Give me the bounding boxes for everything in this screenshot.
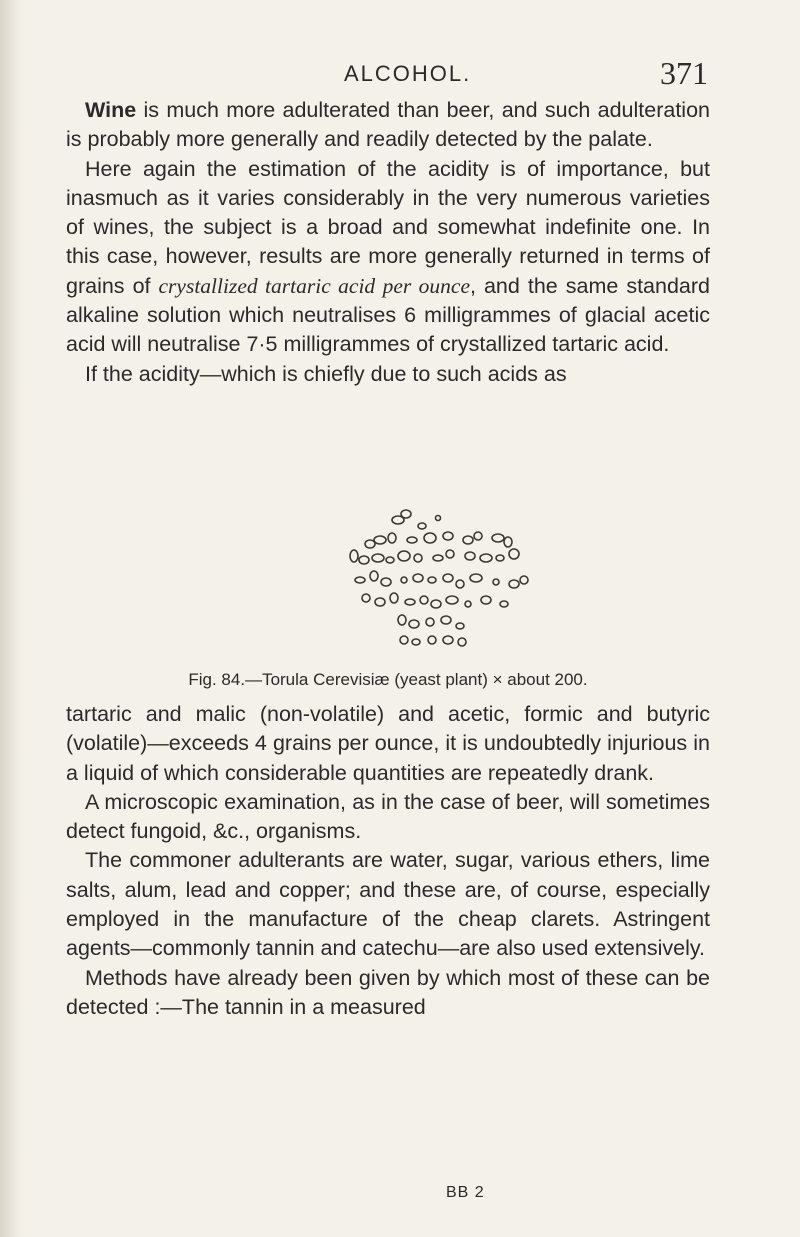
paragraph-text: , and the same standard alkaline solution which neutralises 6 milligrammes of glacial acetic acid will neutralise 7·5 milligrammes of crystallized tartaric acid. xyxy=(66,273,710,357)
italic-phrase: crystallized tartaric acid per ounce xyxy=(158,273,470,298)
signature-mark: BB 2 xyxy=(446,1184,485,1201)
lead-word: Wine xyxy=(85,98,137,122)
paragraph-wine xyxy=(66,96,710,155)
page-header xyxy=(0,55,800,95)
text-block-top xyxy=(66,96,710,389)
paragraph-adulterants: The commoner adulterants are water, sugar, various ethers, lime salts, alum, lead and copper; and these are, of course, especially employed in the manufacture of the cheap clarets. Astringent agents—commonly tannin and catechu—are also used extensively. xyxy=(66,848,710,961)
paragraph-if-acidity xyxy=(66,360,710,389)
paragraph-methods: Methods have already been given by which most of these can be detected :—The tannin in a measured xyxy=(66,965,710,1019)
yeast-cells-illustration xyxy=(300,500,560,665)
paragraph-continuation: tartaric and malic (non-volatile) and acetic, formic and butyric (volatile)—exceeds 4 grains per ounce, it is undoubtedly injurious in a liquid of which considerable quantities are repeatedly drank. xyxy=(66,702,710,785)
page-number: 371 xyxy=(660,55,708,91)
paragraph-text: is much more adulterated than beer, and such adulteration is probably more generally and readily detected by the palate. xyxy=(66,98,710,152)
yeast-cells-figure xyxy=(300,500,560,665)
text-block-bottom xyxy=(66,700,710,1022)
paragraph-text: If the acidity—which is chiefly due to such acids as xyxy=(85,361,567,386)
figure-caption: Fig. 84.—Torula Cerevisiæ (yeast plant) × about 200. xyxy=(188,670,588,689)
paragraph-acidity xyxy=(66,155,710,360)
paragraph-text: Here again the estimation of the acidity is of importance, but inasmuch as it varies considerably in the very numerous varieties of wines, the subject is a broad and somewhat indefinite one. In this case, however, results are more generally returned in terms of grains of xyxy=(66,156,710,298)
book-spine-shadow xyxy=(0,0,22,1237)
paragraph-microscopic: A microscopic examination, as in the case of beer, will sometimes detect fungoid, &c., organisms. xyxy=(66,789,710,844)
running-title: ALCOHOL. xyxy=(344,61,472,86)
